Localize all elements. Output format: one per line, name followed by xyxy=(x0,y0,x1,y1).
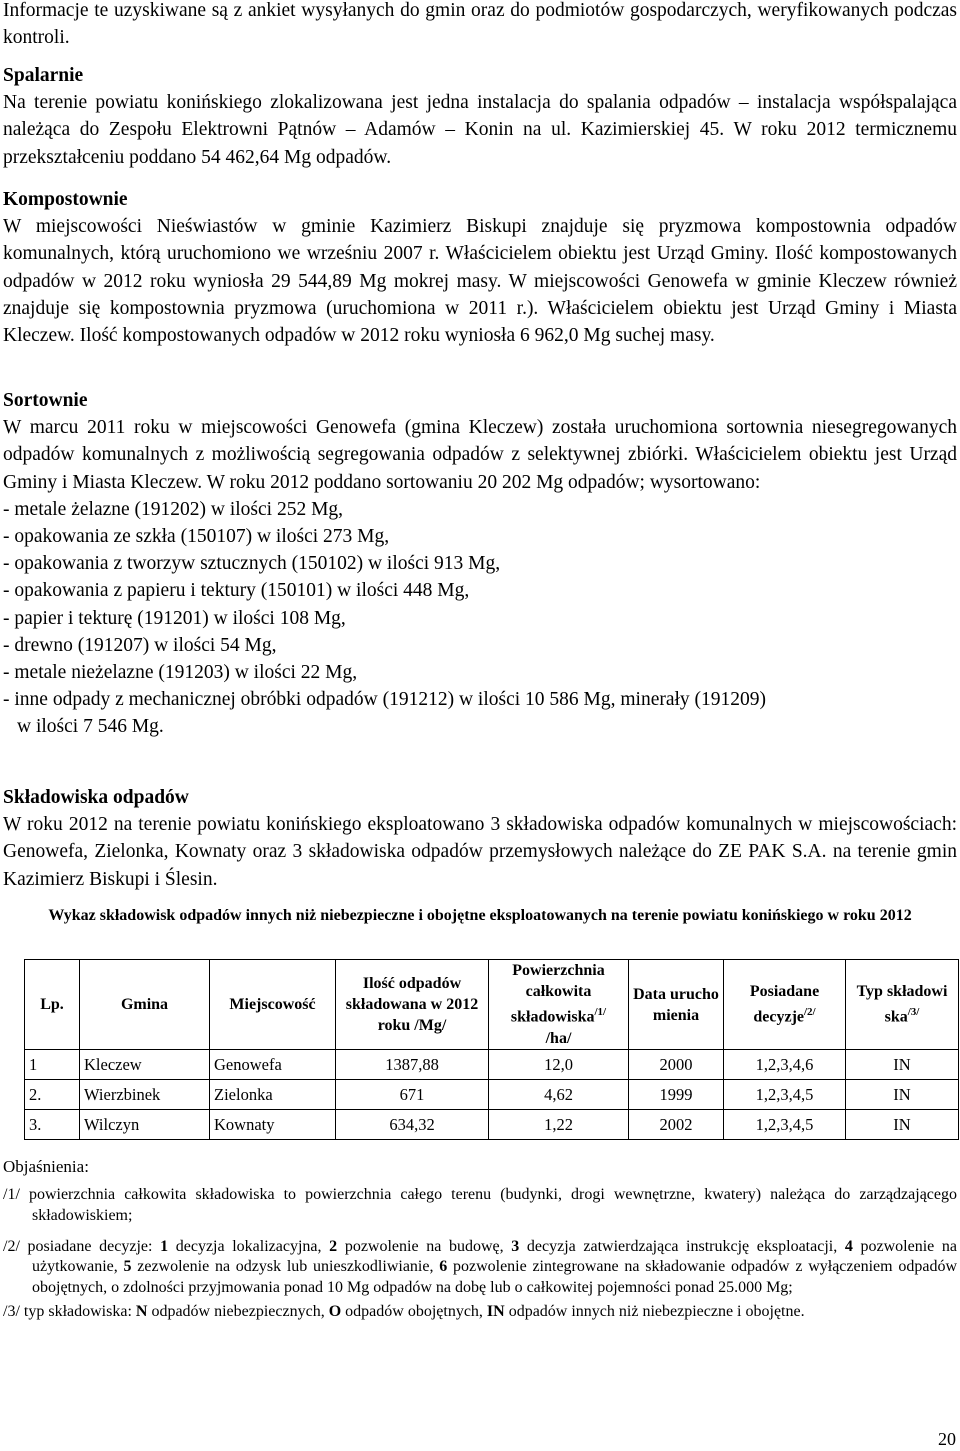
cell-lp: 2. xyxy=(25,1080,80,1110)
cell-ilosc: 634,32 xyxy=(336,1110,489,1140)
table-header-row xyxy=(25,960,959,1050)
sortownie-item-8-cont: w ilości 7 546 Mg. xyxy=(17,716,164,738)
header-ilosc: Ilość odpadów składowana w 2012 roku /Mg/ xyxy=(336,960,489,1050)
footnote-1: /1/ powierzchnia całkowita składowiska to powierzchnia całego terenu (budynki, drogi wewnętrzne, kwatery) należąca do zarządzającego składowiskiem; xyxy=(3,1186,957,1224)
sortownie-item-1: - metale żelazne (191202) w ilości 252 Mg, xyxy=(3,498,344,520)
cell-gmina: Wilczyn xyxy=(80,1110,210,1140)
footnote-2-text: zezwolenie na odzysk lub unieszkodliwianie, xyxy=(131,1258,440,1276)
intro-paragraph: Informacje te uzyskiwane są z ankiet wysyłanych do gmin oraz do podmiotów gospodarczych, weryfikowanych podczas kontroli. xyxy=(3,0,957,49)
cell-lp: 3. xyxy=(25,1110,80,1140)
footnote-2-text: /2/ posiadane decyzje: xyxy=(3,1237,161,1255)
header-miejscowosc: Miejscowość xyxy=(210,960,336,1050)
cell-data: 2000 xyxy=(629,1050,724,1080)
footnote-3-text: odpadów obojętnych, xyxy=(341,1302,487,1320)
footnote-2-code: 3 xyxy=(511,1237,520,1255)
footnote-2-code: 4 xyxy=(844,1237,853,1255)
cell-decyzje: 1,2,3,4,5 xyxy=(724,1110,846,1140)
cell-data: 1999 xyxy=(629,1080,724,1110)
header-lp: Lp. xyxy=(25,960,80,1050)
cell-typ: IN xyxy=(846,1050,959,1080)
footnotes-title: Objaśnienia: xyxy=(3,1157,89,1176)
header-powierzchnia-sup: /1/ xyxy=(594,1006,607,1019)
cell-powierzchnia: 1,22 xyxy=(489,1110,629,1140)
kompostownie-section xyxy=(3,186,957,349)
header-decyzje-text: Posiadane decyzje xyxy=(749,983,820,1026)
header-powierzchnia-text: Powierzchnia całkowita składowiska xyxy=(510,962,605,1026)
footnote-3-code: N xyxy=(135,1302,148,1320)
footnote-3-text: odpadów niebezpiecznych, xyxy=(147,1302,329,1320)
sortownie-item-7: - metale nieżelazne (191203) w ilości 22 Mg, xyxy=(3,662,358,684)
table-caption: Wykaz składowisk odpadów innych niż niebezpieczne i obojętne eksploatowanych na terenie powiatu konińskiego w roku 2012 xyxy=(48,907,912,924)
cell-miejscowosc: Kownaty xyxy=(210,1110,336,1140)
sortownie-item-8-text: - inne odpady z mechanicznej obróbki odpadów (191212) w ilości 10 586 Mg, minerały (191209) xyxy=(3,689,767,711)
header-data: Data urucho mienia xyxy=(629,960,724,1050)
footnote-3-code: IN xyxy=(486,1302,505,1320)
cell-decyzje: 1,2,3,4,6 xyxy=(724,1050,846,1080)
footnote-3-text: odpadów innych niż niebezpieczne i obojętne. xyxy=(504,1302,805,1320)
header-typ-sup: /3/ xyxy=(907,1006,920,1019)
sortownie-item-2: - opakowania ze szkła (150107) w ilości 273 Mg, xyxy=(3,526,390,548)
sortownie-item-5: - papier i tekturę (191201) w ilości 108 Mg, xyxy=(3,607,346,629)
table-row xyxy=(25,1080,959,1110)
cell-powierzchnia: 12,0 xyxy=(489,1050,629,1080)
footnote-2 xyxy=(3,1237,957,1299)
skladowiska-section xyxy=(3,784,957,893)
page-number: 20 xyxy=(938,1429,956,1449)
intro-section xyxy=(3,0,957,51)
footnote-2-text: decyzja lokalizacyjna, xyxy=(168,1237,330,1255)
cell-miejscowosc: Zielonka xyxy=(210,1080,336,1110)
spalarnie-section xyxy=(3,62,957,171)
footnotes xyxy=(3,1156,957,1323)
skladowiska-paragraph: W roku 2012 na terenie powiatu konińskiego eksploatowano 3 składowiska odpadów komunalnych w miejscowościach: Genowefa, Zielonka, Kownaty oraz 3 składowiska odpadów przemysłowych należące do ZE PAK S.A. na terenie gmin Kazimierz Biskupi i Ślesin. xyxy=(3,814,957,890)
sortownie-item-3: - opakowania z tworzyw sztucznych (150102) w ilości 913 Mg, xyxy=(3,553,501,575)
cell-typ: IN xyxy=(846,1080,959,1110)
sortownie-item-4: - opakowania z papieru i tektury (150101) w ilości 448 Mg, xyxy=(3,580,470,602)
sortownie-item-8 xyxy=(3,686,957,740)
header-powierzchnia-unit: /ha/ xyxy=(545,1029,572,1047)
spalarnie-paragraph: Na terenie powiatu konińskiego zlokalizowana jest jedna instalacja do spalania odpadów – instalacja współspalająca należąca do Zespołu Elektrowni Pątnów – Adamów – Konin na ul. Kazimierskiej 45. W roku 2012 termicznemu przekształceniu poddano 54 462,64 Mg odpadów. xyxy=(3,92,957,168)
sortownie-section xyxy=(3,387,957,741)
cell-gmina: Kleczew xyxy=(80,1050,210,1080)
footnote-3-text: /3/ typ składowiska: xyxy=(3,1302,136,1320)
table-row xyxy=(25,1110,959,1140)
kompostownie-heading: Kompostownie xyxy=(3,189,128,210)
footnote-2-code: 1 xyxy=(160,1237,169,1255)
cell-typ: IN xyxy=(846,1110,959,1140)
header-decyzje xyxy=(724,960,846,1050)
cell-gmina: Wierzbinek xyxy=(80,1080,210,1110)
cell-miejscowosc: Genowefa xyxy=(210,1050,336,1080)
header-powierzchnia xyxy=(489,960,629,1050)
kompostownie-paragraph: W miejscowości Nieświastów w gminie Kazimierz Biskupi znajduje się pryzmowa kompostownia odpadów komunalnych, którą uruchomiono we wrześniu 2007 r. Właścicielem obiektu jest Urząd Gminy. Ilość kompostowanych odpadów w 2012 roku wyniosła 29 544,89 Mg mokrej masy. W miejscowości Genowefa w gminie Kleczew również znajduje się kompostownia pryzmowa (uruchomiona w 2011 r.). Właścicielem obiektu jest Urząd Gminy i Miasta Kleczew. Ilość kompostowanych odpadów w 2012 roku wyniosła 6 962,0 Mg suchej masy. xyxy=(3,216,957,347)
skladowiska-heading: Składowiska odpadów xyxy=(3,787,189,808)
footnote-2-text: pozwolenie na użytkowanie, xyxy=(32,1237,957,1276)
cell-powierzchnia: 4,62 xyxy=(489,1080,629,1110)
cell-ilosc: 1387,88 xyxy=(336,1050,489,1080)
header-gmina: Gmina xyxy=(80,960,210,1050)
footnote-2-code: 2 xyxy=(329,1237,338,1255)
footnote-2-text: pozwolenie na budowę, xyxy=(337,1237,512,1255)
footnote-3-code: O xyxy=(328,1302,342,1320)
cell-lp: 1 xyxy=(25,1050,80,1080)
footnote-2-text: decyzja zatwierdzająca instrukcję eksploatacji, xyxy=(519,1237,845,1255)
sortownie-paragraph: W marcu 2011 roku w miejscowości Genowefa (gmina Kleczew) została uruchomiona sortownia niesegregowanych odpadów komunalnych z możliwością segregowania odpadów z selektywnej zbiórki. Właścicielem obiektu jest Urząd Gminy i Miasta Kleczew. W roku 2012 poddano sortowaniu 20 202 Mg odpadów; wysortowano: xyxy=(3,417,957,493)
cell-ilosc: 671 xyxy=(336,1080,489,1110)
header-typ-text: Typ składowi ska xyxy=(856,983,948,1026)
sortownie-heading: Sortownie xyxy=(3,390,88,411)
header-typ xyxy=(846,960,959,1050)
table-row xyxy=(25,1050,959,1080)
footnote-3 xyxy=(3,1302,957,1323)
header-decyzje-sup: /2/ xyxy=(804,1006,816,1019)
cell-decyzje: 1,2,3,4,5 xyxy=(724,1080,846,1110)
spalarnie-heading: Spalarnie xyxy=(3,65,84,86)
footnote-2-code: 5 xyxy=(123,1258,132,1276)
landfill-table xyxy=(24,959,959,1140)
footnote-2-code: 6 xyxy=(439,1258,448,1276)
cell-data: 2002 xyxy=(629,1110,724,1140)
sortownie-item-6: - drewno (191207) w ilości 54 Mg, xyxy=(3,634,277,656)
footnote-2-text: pozwolenie zintegrowane na składowanie odpadów z wyłączeniem odpadów obojętnych, o zdolności przyjmowania ponad 10 Mg odpadów na dobę lub o całkowitej pojemności ponad 25.000 Mg; xyxy=(32,1258,957,1297)
